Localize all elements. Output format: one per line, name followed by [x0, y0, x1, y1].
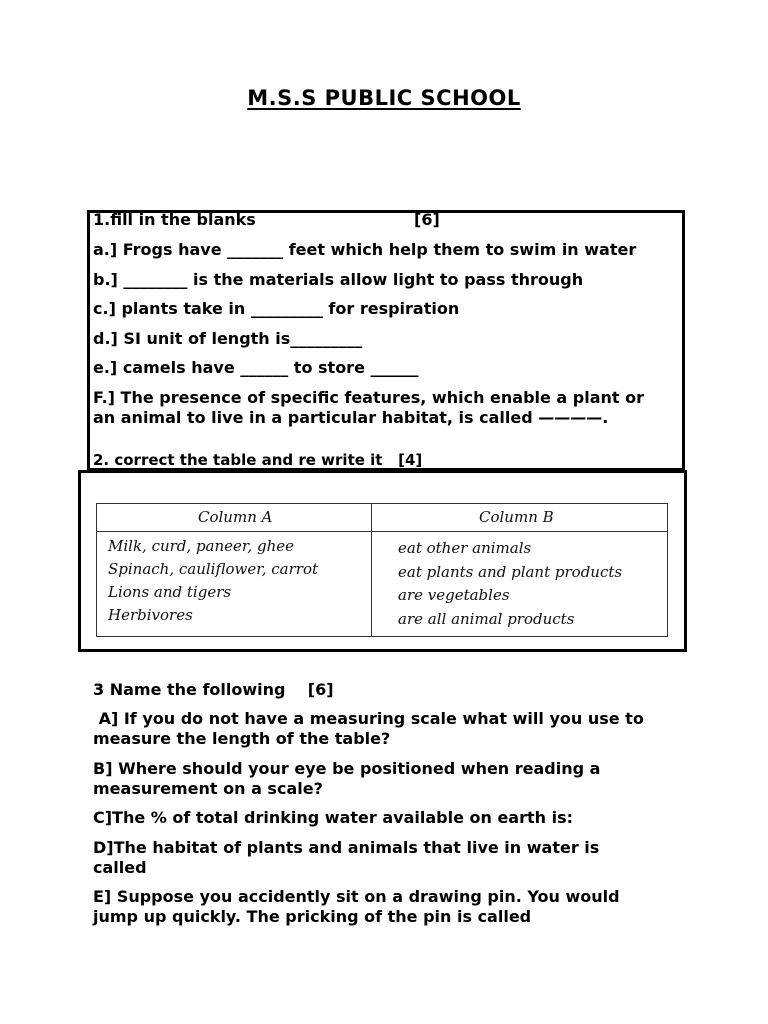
table-cell-b-3: are vegetables [398, 586, 510, 604]
q1-item-a: a.] Frogs have _______ feet which help them to swim in water [93, 240, 637, 259]
q1-item-e: e.] camels have ______ to store ______ [93, 358, 419, 377]
q3-item-d-line1: D]The habitat of plants and animals that live in water is [93, 838, 600, 857]
school-name: M.S.S PUBLIC SCHOOL [247, 86, 521, 110]
question-3-marks: [6] [307, 680, 334, 699]
q3-item-e-line2: jump up quickly. The pricking of the pin is called [93, 907, 532, 926]
q1-item-f-line2: an animal to live in a particular habitat, is called ————. [93, 408, 609, 427]
question-2-heading [93, 451, 423, 479]
table-header-divider [97, 531, 667, 532]
match-table [96, 503, 668, 637]
question-2-marks: [4] [398, 451, 423, 469]
table-header-column-b: Column B [479, 508, 554, 526]
question-3-heading [93, 680, 334, 700]
q3-item-b-line2: measurement on a scale? [93, 779, 323, 798]
question-3-heading-text: 3 Name the following [93, 680, 286, 699]
question-1-heading: 1.fill in the blanks [93, 210, 256, 229]
question-1-marks: [6] [414, 210, 440, 229]
table-cell-a-1: Milk, curd, paneer, ghee [108, 537, 294, 555]
q1-item-b: b.] ________ is the materials allow light to pass through [93, 270, 584, 289]
q3-item-b-line1: B] Where should your eye be positioned when reading a [93, 759, 601, 778]
q3-item-c: C]The % of total drinking water available on earth is: [93, 808, 573, 827]
q3-item-a-line2: measure the length of the table? [93, 729, 391, 748]
q3-item-d-line2: called [93, 858, 147, 877]
q3-item-e-line1: E] Suppose you accidently sit on a drawing pin. You would [93, 887, 620, 906]
table-header-column-a: Column A [198, 508, 273, 526]
table-cell-a-2: Spinach, cauliflower, carrot [108, 560, 319, 578]
table-cell-a-4: Herbivores [108, 606, 193, 624]
table-column-divider [371, 504, 372, 636]
q1-item-d: d.] SI unit of length is_________ [93, 329, 363, 348]
q1-item-c: c.] plants take in _________ for respiration [93, 299, 460, 318]
table-cell-b-2: eat plants and plant products [398, 563, 623, 581]
q1-item-f-line1: F.] The presence of specific features, which enable a plant or [93, 388, 645, 407]
school-title [0, 86, 768, 110]
table-cell-b-1: eat other animals [398, 539, 532, 557]
question-2-heading-text: 2. correct the table and re write it [93, 451, 383, 469]
q3-item-a-line1: A] If you do not have a measuring scale what will you use to [93, 709, 644, 728]
table-cell-a-3: Lions and tigers [108, 583, 232, 601]
table-cell-b-4: are all animal products [398, 610, 575, 628]
